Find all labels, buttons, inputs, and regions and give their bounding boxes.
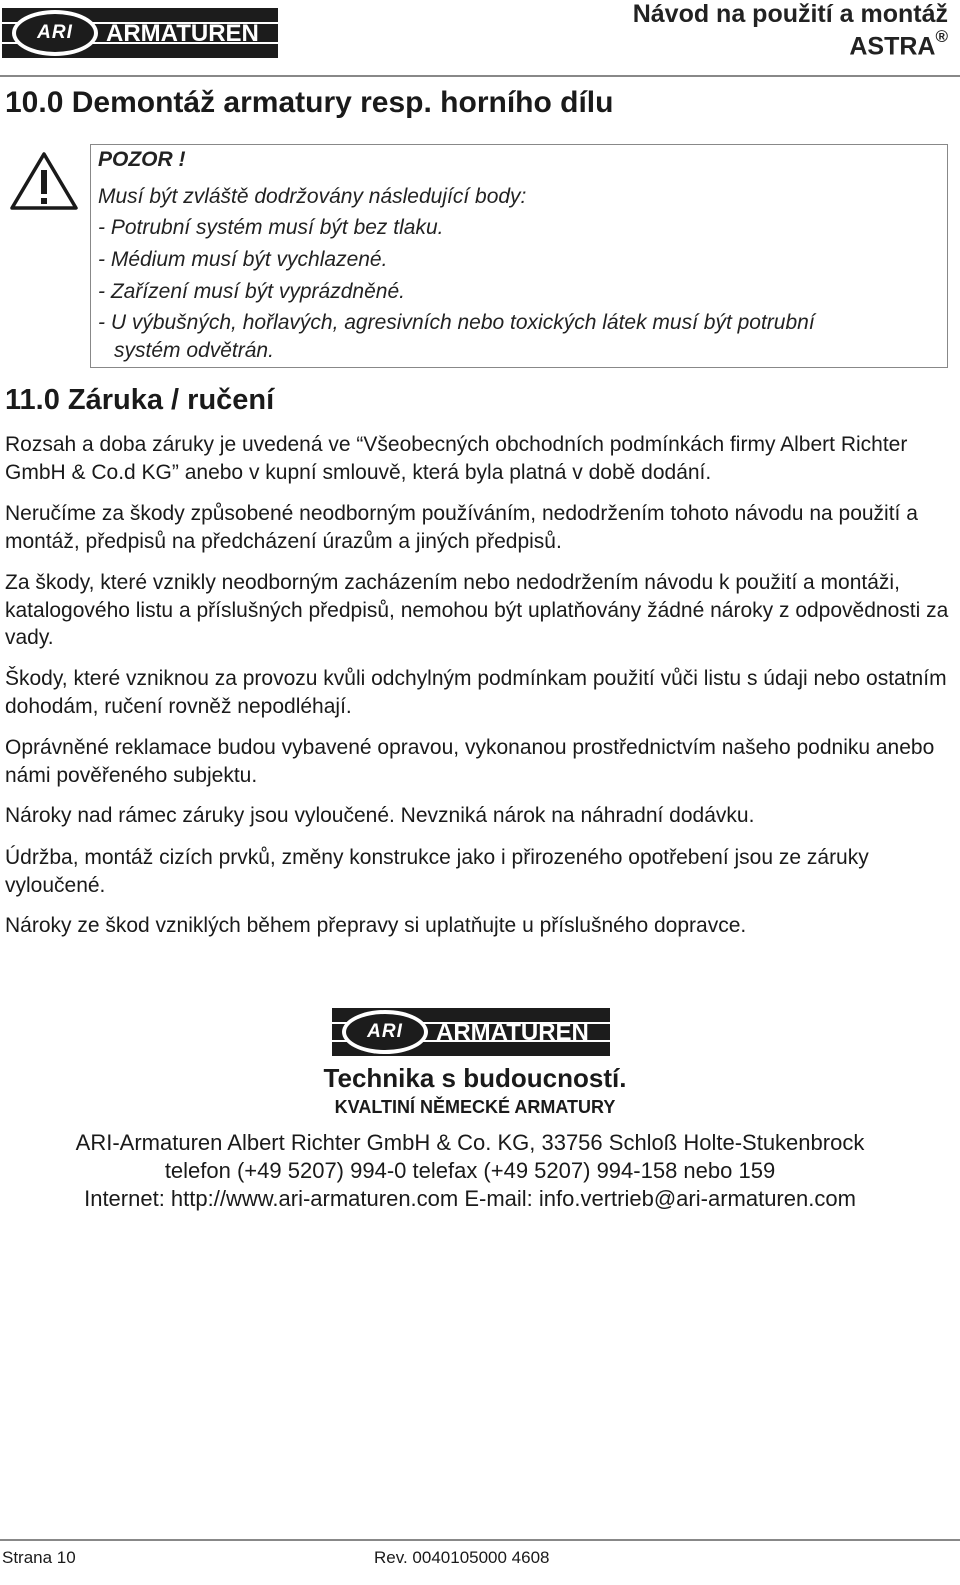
logo-wordmark: ARMATUREN: [436, 1019, 589, 1046]
registered-mark: ®: [935, 27, 948, 46]
logo-badge-text: ARI: [16, 14, 94, 52]
logo-badge-text: ARI: [346, 1014, 424, 1050]
company-phone: telefon (+49 5207) 994-0 telefax (+49 5207) 994-158 nebo 159: [164, 1158, 776, 1183]
company-slogan: Technika s budoucností.: [323, 1063, 627, 1093]
damage-claims-paragraph: Za škody, které vznikly neodborným zacházením nebo nedodržením návodu k použití a montáži, katalogového listu a příslušných předpisů, nemohou být uplatňovány žádné nároky z odpovědnosti za vady.: [5, 571, 949, 649]
document-title: Návod na použití a montáž: [632, 0, 948, 28]
warning-title: POZOR !: [98, 148, 186, 171]
section-11-heading: 11.0 Záruka / ručení: [5, 384, 275, 416]
warning-line: - Potrubní systém musí být bez tlaku.: [98, 216, 444, 239]
warning-line: - U výbušných, hořlavých, agresivních nebo toxických látek musí být potrubní: [98, 311, 815, 334]
transport-paragraph: Nároky ze škod vzniklých během přepravy si uplatňujte u příslušného dopravce.: [5, 914, 747, 937]
section-10-heading: 10.0 Demontáž armatury resp. horního dílu: [5, 86, 614, 119]
footer-divider: [0, 1539, 960, 1541]
ari-logo: [2, 8, 278, 58]
warning-triangle-icon: [8, 150, 80, 212]
operating-conditions-paragraph: Škody, které vzniknou za provozu kvůli odchylným podmínkam použití vůči listu s údaji nebo ostatním dohodám, ručení rovněž nepodléhají.: [5, 667, 947, 718]
warning-line: systém odvětrán.: [114, 339, 274, 362]
logo-wordmark: ARMATUREN: [106, 20, 259, 47]
company-web: Internet: http://www.ari-armaturen.com E-mail: info.vertrieb@ari-armaturen.com: [84, 1186, 856, 1211]
liability-paragraph: Neručíme za škody způsobené neodborným používáním, nedodržením tohoto návodu na použití a montáž, předpisů na předcházení úrazům a jiných předpisů.: [5, 502, 918, 553]
product-label: ASTRA: [849, 32, 936, 61]
company-address: ARI-Armaturen Albert Richter GmbH & Co. KG, 33756 Schloß Holte-Stukenbrock: [75, 1130, 865, 1155]
product-name: [849, 27, 948, 61]
warning-line: - Zařízení musí být vyprázdněné.: [98, 280, 405, 303]
warning-line: - Médium musí být vychlazené.: [98, 248, 388, 271]
revision-number: Rev. 0040105000 4608: [374, 1548, 550, 1567]
warning-line: Musí být zvláště dodržovány následující body:: [98, 185, 527, 208]
maintenance-paragraph: Údržba, montáž cizích prvků, změny konstrukce jako i přirozeného opotřebení jsou ze záruky vyloučené.: [5, 846, 869, 897]
warranty-paragraph: Rozsah a doba záruky je uvedená ve “Všeobecných obchodních podmínkách firmy Albert Richter GmbH & Co.d KG” anebo v kupní smlouvě, která byla platná v době dodání.: [5, 433, 908, 484]
company-sub-slogan: KVALTINÍ NĚMECKÉ ARMATURY: [334, 1097, 616, 1117]
excluded-claims-paragraph: Nároky nad rámec záruky jsou vyloučené. Nevzniká nárok na náhradní dodávku.: [5, 804, 755, 827]
ari-logo-footer: [332, 1008, 610, 1056]
complaints-paragraph: Oprávněné reklamace budou vybavené opravou, vykonanou prostřednictvím našeho podniku anebo námi pověřeného subjektu.: [5, 736, 935, 787]
page-number: Strana 10: [2, 1548, 76, 1567]
header-divider: [0, 75, 960, 77]
